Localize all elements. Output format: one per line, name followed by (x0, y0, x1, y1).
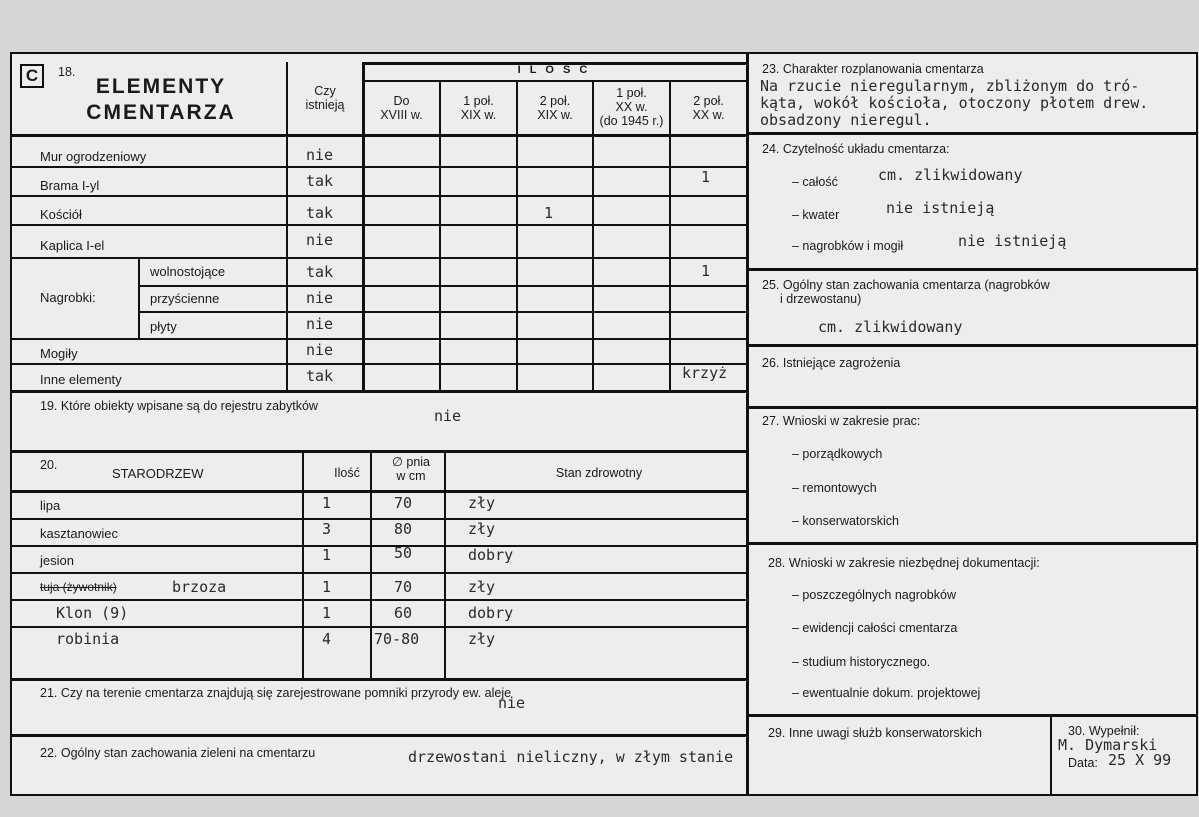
main-divider (746, 54, 749, 796)
tree-diameter: 50 (394, 544, 413, 562)
q28-item: – ewidencji całości cmentarza (792, 621, 958, 635)
exists-value: tak (306, 172, 334, 190)
q25-label-2: i drzewostanu) (780, 292, 862, 306)
period-header-3: 2 poł. XIX w. (537, 94, 573, 122)
q21-bottom (12, 734, 746, 737)
exists-value: nie (306, 315, 334, 333)
q20-row-line (12, 545, 746, 547)
q23-label: 23. Charakter rozplanowania cmentarza (762, 62, 984, 76)
tree-name-handwritten: brzoza (172, 578, 227, 596)
tree-name-handwritten: robinia (56, 630, 120, 648)
q20-diam-header: ∅ pnia w cm (392, 455, 430, 483)
tree-count: 4 (322, 630, 332, 648)
row-line (12, 224, 746, 226)
header-bottom-line (12, 134, 746, 137)
row-label: Brama I-yl (40, 178, 100, 193)
q23-line: kąta, wokół kościoła, otoczony płotem drew. (760, 94, 1149, 112)
q24-bottom (748, 268, 1198, 271)
title-line-1: ELEMENTY (95, 75, 227, 98)
period-header-1: Do XVIII w. (380, 94, 423, 122)
tree-name: lipa (40, 498, 61, 513)
row-line (12, 257, 746, 259)
section-18-bottom (12, 390, 746, 393)
q24-item-label: – nagrobków i mogił (792, 239, 904, 253)
q29-label: 29. Inne uwagi służb konserwatorskich (768, 726, 983, 740)
q26-bottom (748, 406, 1198, 409)
row-line (12, 195, 746, 197)
period-header-2: 1 poł. XIX w. (460, 94, 497, 122)
q24-item-value: nie istnieją (958, 232, 1067, 250)
section-number: 18. (58, 65, 76, 79)
exists-value: nie (306, 231, 334, 249)
q27-item: – konserwatorskich (792, 514, 899, 528)
row-line (138, 311, 746, 313)
q24-item-value: cm. zlikwidowany (878, 166, 1023, 184)
exists-value: tak (306, 204, 334, 222)
q30-date-label: Data: (1068, 756, 1098, 770)
q20-number: 20. (40, 458, 58, 472)
exists-value: nie (306, 146, 334, 164)
q21-value: nie (498, 694, 526, 712)
tree-count: 1 (322, 604, 332, 622)
tree-name-handwritten: Klon (9) (56, 604, 129, 622)
q19-bottom (12, 450, 746, 453)
q24-item-value: nie istnieją (886, 199, 995, 217)
q28-bottom (748, 714, 1198, 717)
tree-diameter: 60 (394, 604, 413, 622)
tree-diameter: 70 (394, 494, 413, 512)
tree-health: zły (468, 630, 496, 648)
section-letter-box: C (20, 64, 44, 88)
q20-col-line (370, 450, 372, 678)
q30-date: 25 X 99 (1108, 751, 1172, 769)
q22-value: drzewostani nieliczny, w złym stanie (408, 748, 734, 766)
q20-header-line (12, 490, 746, 493)
row-label: płyty (150, 319, 177, 334)
count-value: 1 (701, 262, 711, 280)
row-line (12, 363, 746, 365)
q20-row-line (12, 572, 746, 574)
q25-value: cm. zlikwidowany (818, 318, 963, 336)
period-header-5: 2 poł. XX w. (692, 94, 725, 122)
q20-count-header: Ilość (334, 466, 360, 480)
tree-count: 1 (322, 578, 332, 596)
tree-health: zły (468, 520, 496, 538)
q23-line: Na rzucie nieregularnym, zbliżonym do tró- (760, 77, 1140, 95)
tree-health: zły (468, 494, 496, 512)
tree-name-struck: tuja (żywotnik) (40, 580, 117, 594)
row-label: Inne elementy (40, 372, 122, 387)
col-line (669, 80, 671, 390)
ilosc-sub-line (362, 80, 746, 82)
row-label: Mogiły (40, 346, 78, 361)
q26-label: 26. Istniejące zagrożenia (762, 356, 901, 370)
q19-label: 19. Które obiekty wpisane są do rejestru zabytków (40, 399, 318, 413)
section-title (76, 74, 246, 126)
q20-bottom (12, 678, 746, 681)
q27-label: 27. Wnioski w zakresie prac: (762, 414, 921, 428)
row-label: Kaplica I-el (40, 238, 105, 253)
row-label: Mur ogrodzeniowy (40, 149, 147, 164)
q27-item: – porządkowych (792, 447, 883, 461)
q25-label-1: 25. Ogólny stan zachowania cmentarza (nagrobków (762, 278, 1050, 292)
exists-value: tak (306, 263, 334, 281)
q28-label: 28. Wnioski w zakresie niezbędnej dokumentacji: (768, 556, 1040, 570)
period-header-4: 1 poł. XX w. (do 1945 r.) (599, 86, 664, 128)
q27-bottom (748, 542, 1198, 545)
count-value: 1 (544, 204, 554, 222)
title-line-2: CMENTARZA (86, 101, 236, 124)
tree-name: jesion (40, 553, 74, 568)
q27-item: – remontowych (792, 481, 877, 495)
q20-row-line (12, 626, 746, 628)
q22-label: 22. Ogólny stan zachowania zieleni na cmentarzu (40, 746, 316, 760)
tree-health: dobry (468, 546, 514, 564)
q20-col-line (444, 450, 446, 678)
tree-diameter: 70-80 (374, 630, 420, 648)
row-label: wolnostojące (150, 264, 226, 279)
q29-q30-divider (1050, 714, 1052, 796)
col-line (516, 80, 518, 390)
q30-label: 30. Wypełnił: (1068, 724, 1140, 738)
count-value: krzyż (682, 364, 728, 382)
col-line (439, 80, 441, 390)
q19-value: nie (434, 407, 462, 425)
tree-diameter: 70 (394, 578, 413, 596)
row-label: przyścienne (150, 291, 220, 306)
q28-item: – studium historycznego. (792, 655, 931, 669)
form-card (10, 52, 1198, 796)
q28-item: – poszczególnych nagrobków (792, 588, 956, 602)
q21-label: 21. Czy na terenie cmentarza znajdują się zarejestrowane pomniki przyrody ew. aleje (40, 686, 512, 700)
q20-row-line (12, 599, 746, 601)
row-line (12, 338, 746, 340)
q24-label: 24. Czytelność układu cmentarza: (762, 142, 950, 156)
q24-item-label: – całość (792, 175, 838, 189)
tree-count: 1 (322, 546, 332, 564)
exists-value: nie (306, 289, 334, 307)
count-value: 1 (701, 168, 711, 186)
exists-header: Czy istnieją (305, 84, 345, 112)
q24-item-label: – kwater (792, 208, 840, 222)
q20-health-header: Stan zdrowotny (555, 466, 643, 480)
q20-title: STARODRZEW (112, 466, 204, 481)
nagrobki-label: Nagrobki: (40, 290, 96, 305)
row-label: Kościół (40, 207, 82, 222)
q30-name: M. Dymarski (1058, 736, 1158, 754)
q25-bottom (748, 344, 1198, 347)
q20-row-line (12, 518, 746, 520)
tree-count: 1 (322, 494, 332, 512)
q23-line: obsadzony nieregul. (760, 111, 932, 129)
q20-col-line (302, 450, 304, 678)
q23-bottom (748, 132, 1198, 135)
exists-value: tak (306, 367, 334, 385)
tree-health: zły (468, 578, 496, 596)
tree-count: 3 (322, 520, 332, 538)
q28-item: – ewentualnie dokum. projektowej (792, 686, 981, 700)
row-line (138, 285, 746, 287)
row-line (12, 166, 746, 168)
tree-diameter: 80 (394, 520, 413, 538)
nagrobki-divider (138, 257, 140, 338)
tree-health: dobry (468, 604, 514, 622)
tree-name: kasztanowiec (40, 526, 119, 541)
ilosc-header: I L O Ś Ć (517, 64, 591, 76)
exists-value: nie (306, 341, 334, 359)
